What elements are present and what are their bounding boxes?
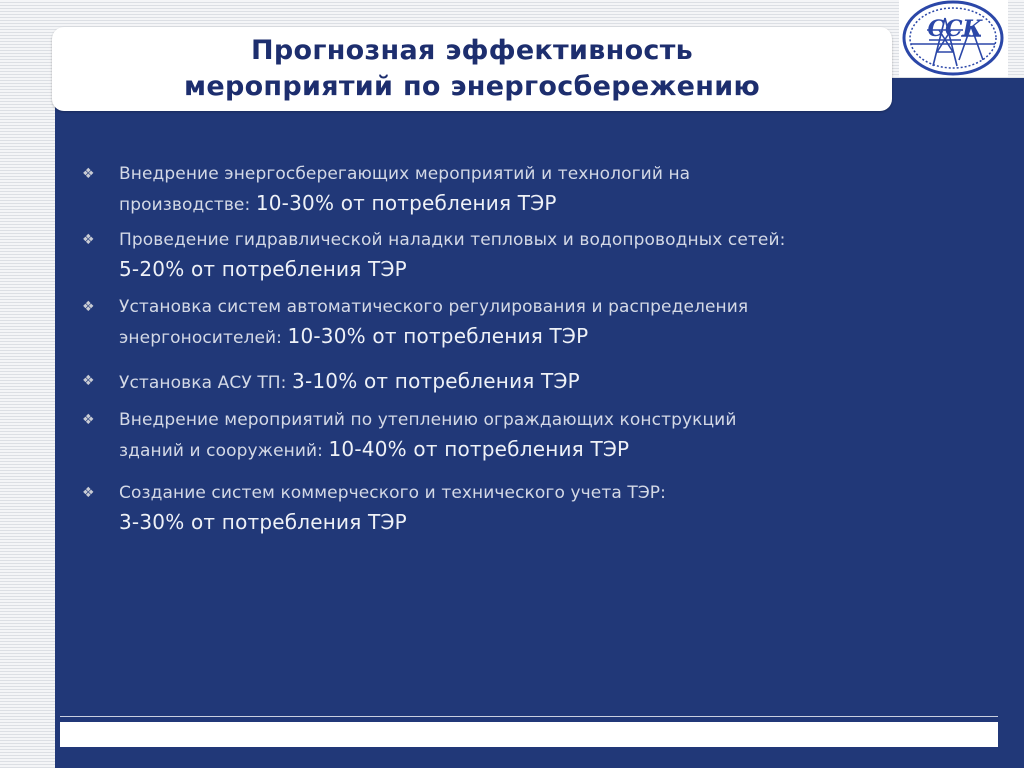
item-value: 10-40% от потребления ТЭР xyxy=(328,437,630,461)
list-item xyxy=(82,479,982,539)
list-item xyxy=(82,226,982,286)
item-value: 3-10% от потребления ТЭР xyxy=(292,369,580,393)
list-item xyxy=(82,160,982,220)
item-value: 3-30% от потребления ТЭР xyxy=(119,510,407,534)
item-text-cont: производстве: xyxy=(119,195,256,215)
item-value: 10-30% от потребления ТЭР xyxy=(255,191,557,215)
footer-bar xyxy=(60,722,998,747)
list-item xyxy=(82,367,982,398)
diamond-bullet-icon: ❖ xyxy=(82,373,95,389)
footer-divider xyxy=(60,716,998,717)
item-text-cont: зданий и сооружений: xyxy=(119,441,329,461)
title-box xyxy=(52,27,892,111)
item-value: 10-30% от потребления ТЭР xyxy=(287,324,589,348)
item-text: Внедрение энергосберегающих мероприятий и технологий на xyxy=(119,164,691,184)
company-logo xyxy=(899,0,1008,77)
item-value: 5-20% от потребления ТЭР xyxy=(119,257,407,281)
list-item xyxy=(82,293,982,353)
list-item xyxy=(82,406,982,466)
diamond-bullet-icon: ❖ xyxy=(82,232,95,248)
bullet-list xyxy=(82,160,982,539)
page-title-line-2: мероприятий по энергосбережению xyxy=(183,71,761,102)
power-line-tower-icon xyxy=(899,0,1008,77)
item-text: Проведение гидравлической наладки тепловых и водопроводных сетей: xyxy=(119,230,786,250)
page-title-line-1: Прогнозная эффективность xyxy=(250,35,694,66)
item-text: Внедрение мероприятий по утеплению ограждающих конструкций xyxy=(119,410,737,430)
item-text-cont: энергоносителей: xyxy=(119,328,288,348)
item-text: Установка систем автоматического регулирования и распределения xyxy=(119,297,749,317)
diamond-bullet-icon: ❖ xyxy=(82,166,95,182)
item-text: Установка АСУ ТП: xyxy=(119,373,293,393)
item-text: Создание систем коммерческого и технического учета ТЭР: xyxy=(119,483,666,503)
diamond-bullet-icon: ❖ xyxy=(82,485,95,501)
diamond-bullet-icon: ❖ xyxy=(82,299,95,315)
logo-text: ССК xyxy=(927,16,983,42)
diamond-bullet-icon: ❖ xyxy=(82,412,95,428)
